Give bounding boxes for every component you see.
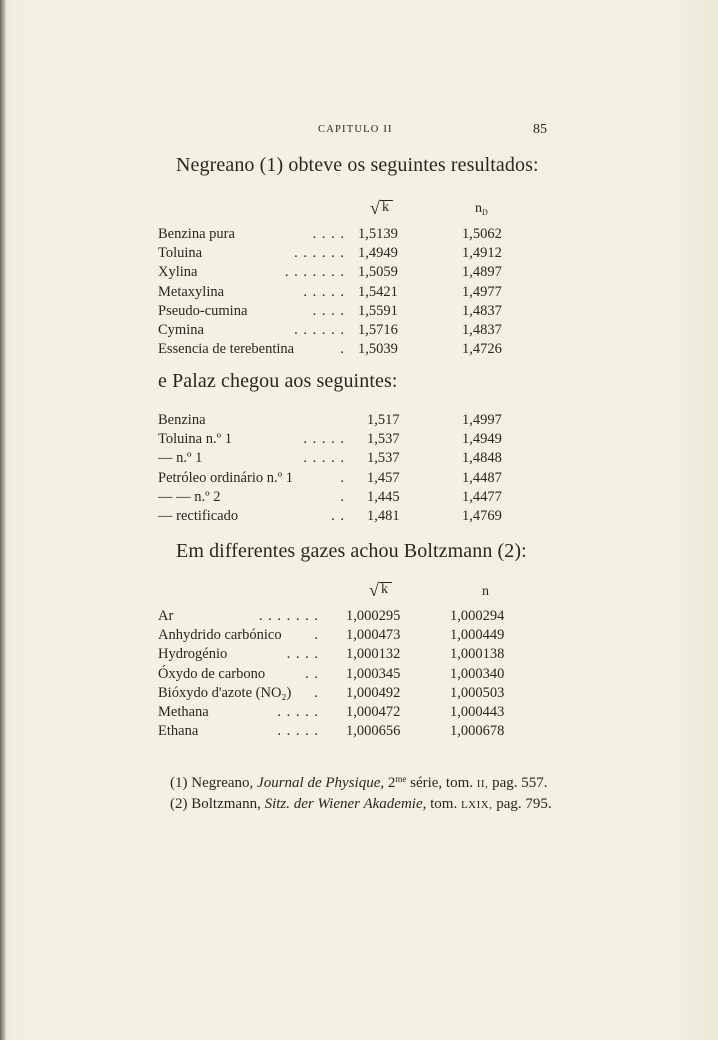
row-leader-dots: . . . . . . . (258, 608, 319, 624)
row-label: Óxydo de carbono (158, 665, 266, 682)
row-value-sqrt-k: 1,000345 (346, 665, 401, 682)
row-label: Toluina n.º 1 (158, 431, 232, 448)
section3-intro: Em differentes gazes achou Boltzmann (2): (176, 540, 527, 562)
row-value-n: 1,000294 (450, 608, 505, 624)
row-value-sqrt-k: 1,537 (367, 450, 400, 467)
table-row (0, 683, 718, 703)
row-value-n: 1,000503 (450, 684, 505, 701)
row-leader-dots: . . . . . . . (284, 264, 345, 281)
row-leader-dots: . . (331, 508, 345, 524)
row-value-sqrt-k: 1,481 (367, 508, 400, 524)
footnote-2-page: pag. 795. (496, 796, 552, 812)
section1-col-n (475, 201, 488, 217)
row-leader-dots: . . . . . . (294, 322, 345, 338)
row-value-n: 1,000449 (450, 627, 505, 644)
row-leader-dots: . . . . . (303, 431, 345, 448)
footnote-1-page: pag. 557. (492, 775, 548, 791)
row-value-sqrt-k: 1,000132 (346, 646, 401, 663)
section2-intro: e Palaz chegou aos seguintes: (158, 370, 398, 392)
row-value-sqrt-k: 1,5716 (358, 322, 398, 338)
radical-bar (380, 200, 393, 201)
row-leader-dots: . . . . . (303, 450, 345, 467)
table-row (0, 664, 718, 684)
footnote-1-rest: série, tom. (410, 775, 474, 791)
row-leader-dots: . . . . . (277, 723, 319, 740)
row-value-n: 1,4477 (462, 488, 502, 505)
row-value-n: 1,4487 (462, 469, 502, 486)
row-value-sqrt-k: 1,5059 (358, 264, 398, 281)
table-row (0, 429, 718, 449)
row-value-sqrt-k: 1,5591 (358, 302, 398, 319)
row-value-n: 1,4769 (462, 508, 502, 524)
row-value-n: 1,4837 (462, 322, 502, 338)
row-leader-dots: . (340, 341, 345, 358)
table-row (0, 721, 718, 741)
table-row (0, 224, 718, 244)
footnote-2-journal: Sitz. der Wiener Akademie, (264, 796, 427, 812)
table-row (0, 625, 718, 645)
footnote-1-mark: (1) Negreano, (170, 775, 254, 791)
row-value-n: 1,4848 (462, 450, 502, 467)
row-value-n: 1,4897 (462, 264, 502, 281)
row-leader-dots: . (340, 469, 345, 486)
footnotes (158, 770, 558, 814)
row-value-n: 1,4837 (462, 302, 502, 319)
col-k-label: k (381, 582, 388, 597)
row-value-sqrt-k: 1,5039 (358, 341, 398, 358)
table-row (0, 339, 718, 359)
row-leader-dots: . . (305, 665, 319, 682)
row-label: Benzina pura (158, 226, 235, 242)
row-label: Hydrogénio (158, 646, 228, 663)
page-number: 85 (533, 122, 547, 137)
sqrt-k-symbol (369, 582, 392, 598)
row-label: Xylina (158, 264, 198, 281)
row-leader-dots: . (314, 684, 319, 701)
row-label: — — n.º 2 (158, 488, 221, 505)
section3-col-n (482, 584, 489, 600)
row-label: Bióxydo d'azote (NO₂) (158, 684, 292, 701)
row-label: Petróleo ordinário n.º 1 (158, 469, 293, 486)
section3-col-sqrt-k (369, 582, 392, 598)
row-leader-dots: . . . . (286, 646, 319, 663)
page-header (0, 122, 718, 138)
row-leader-dots: . (314, 627, 319, 644)
row-leader-dots: . . . . (312, 226, 345, 242)
table-row (0, 410, 718, 430)
row-label: Essencia de terebentina (158, 341, 295, 358)
table-row (0, 468, 718, 488)
row-label: — n.º 1 (158, 450, 203, 467)
running-head: CAPITULO II (318, 124, 393, 135)
row-leader-dots: . . . . . (303, 283, 345, 300)
row-label: Ar (158, 608, 174, 624)
row-value-sqrt-k: 1,5139 (358, 226, 398, 242)
table-row (0, 487, 718, 507)
row-value-sqrt-k: 1,000656 (346, 723, 401, 740)
row-value-n: 1,4912 (462, 245, 502, 262)
row-leader-dots: . . . . (312, 302, 345, 319)
footnote-1-journal: Journal de Physique, (257, 775, 385, 791)
row-value-n: 1,000443 (450, 704, 505, 720)
row-label: Cymina (158, 322, 204, 338)
footnote-1 (158, 770, 558, 793)
table-row (0, 243, 718, 263)
row-label: Benzina (158, 412, 206, 428)
row-value-n: 1,000678 (450, 723, 505, 740)
row-value-sqrt-k: 1,000473 (346, 627, 401, 644)
footnote-2-rest: tom. (430, 796, 458, 812)
row-value-sqrt-k: 1,445 (367, 488, 400, 505)
table-row (0, 644, 718, 664)
table-row (0, 282, 718, 302)
footnote-2-volume: LXIX, (460, 799, 493, 811)
row-value-sqrt-k: 1,000472 (346, 704, 401, 720)
col-n-label: n (475, 201, 482, 216)
row-label: Toluina (158, 245, 203, 262)
row-label: Ethana (158, 723, 199, 740)
footnote-2 (158, 795, 558, 814)
table-row (0, 262, 718, 282)
table-row (0, 448, 718, 468)
sqrt-k-symbol (370, 200, 393, 216)
footnote-2-mark: (2) Boltzmann, (170, 796, 261, 812)
col-k-label: k (382, 200, 389, 215)
row-value-n: 1,4997 (462, 412, 502, 428)
col-n-subscript: D (482, 208, 488, 217)
footnote-1-series-sup: me (395, 774, 407, 784)
row-leader-dots: . . . . . (277, 704, 319, 720)
row-leader-dots: . (340, 488, 345, 505)
row-value-n: 1,000340 (450, 665, 505, 682)
row-value-sqrt-k: 1,517 (367, 412, 400, 428)
row-value-n: 1,4977 (462, 283, 502, 300)
row-value-sqrt-k: 1,000492 (346, 684, 401, 701)
table-row (0, 320, 718, 340)
row-leader-dots: . . . . . . (294, 245, 345, 262)
row-label: Methana (158, 704, 209, 720)
row-label: Anhydrido carbónico (158, 627, 282, 644)
row-value-sqrt-k: 1,000295 (346, 608, 401, 624)
row-value-sqrt-k: 1,5421 (358, 283, 398, 300)
radical-bar (379, 582, 392, 583)
row-label: Pseudo-cumina (158, 302, 248, 319)
row-value-sqrt-k: 1,457 (367, 469, 400, 486)
row-value-n: 1,4726 (462, 341, 502, 358)
row-label: — rectificado (158, 508, 239, 524)
row-value-sqrt-k: 1,4949 (358, 245, 398, 262)
table-row (0, 702, 718, 722)
row-label: Metaxylina (158, 283, 225, 300)
radical-sign: √ (370, 198, 380, 218)
table-row (0, 301, 718, 321)
section1-col-sqrt-k (370, 200, 393, 216)
row-value-n: 1,000138 (450, 646, 505, 663)
row-value-sqrt-k: 1,537 (367, 431, 400, 448)
section1-intro: Negreano (1) obteve os seguintes resultados: (176, 154, 539, 176)
footnote-1-series-number: 2 (387, 775, 396, 791)
row-value-n: 1,5062 (462, 226, 502, 242)
table-row (0, 606, 718, 626)
col-n-label: n (482, 584, 489, 599)
radical-sign: √ (369, 580, 379, 600)
table-row (0, 506, 718, 526)
footnote-1-volume: II, (476, 778, 489, 790)
row-value-n: 1,4949 (462, 431, 502, 448)
